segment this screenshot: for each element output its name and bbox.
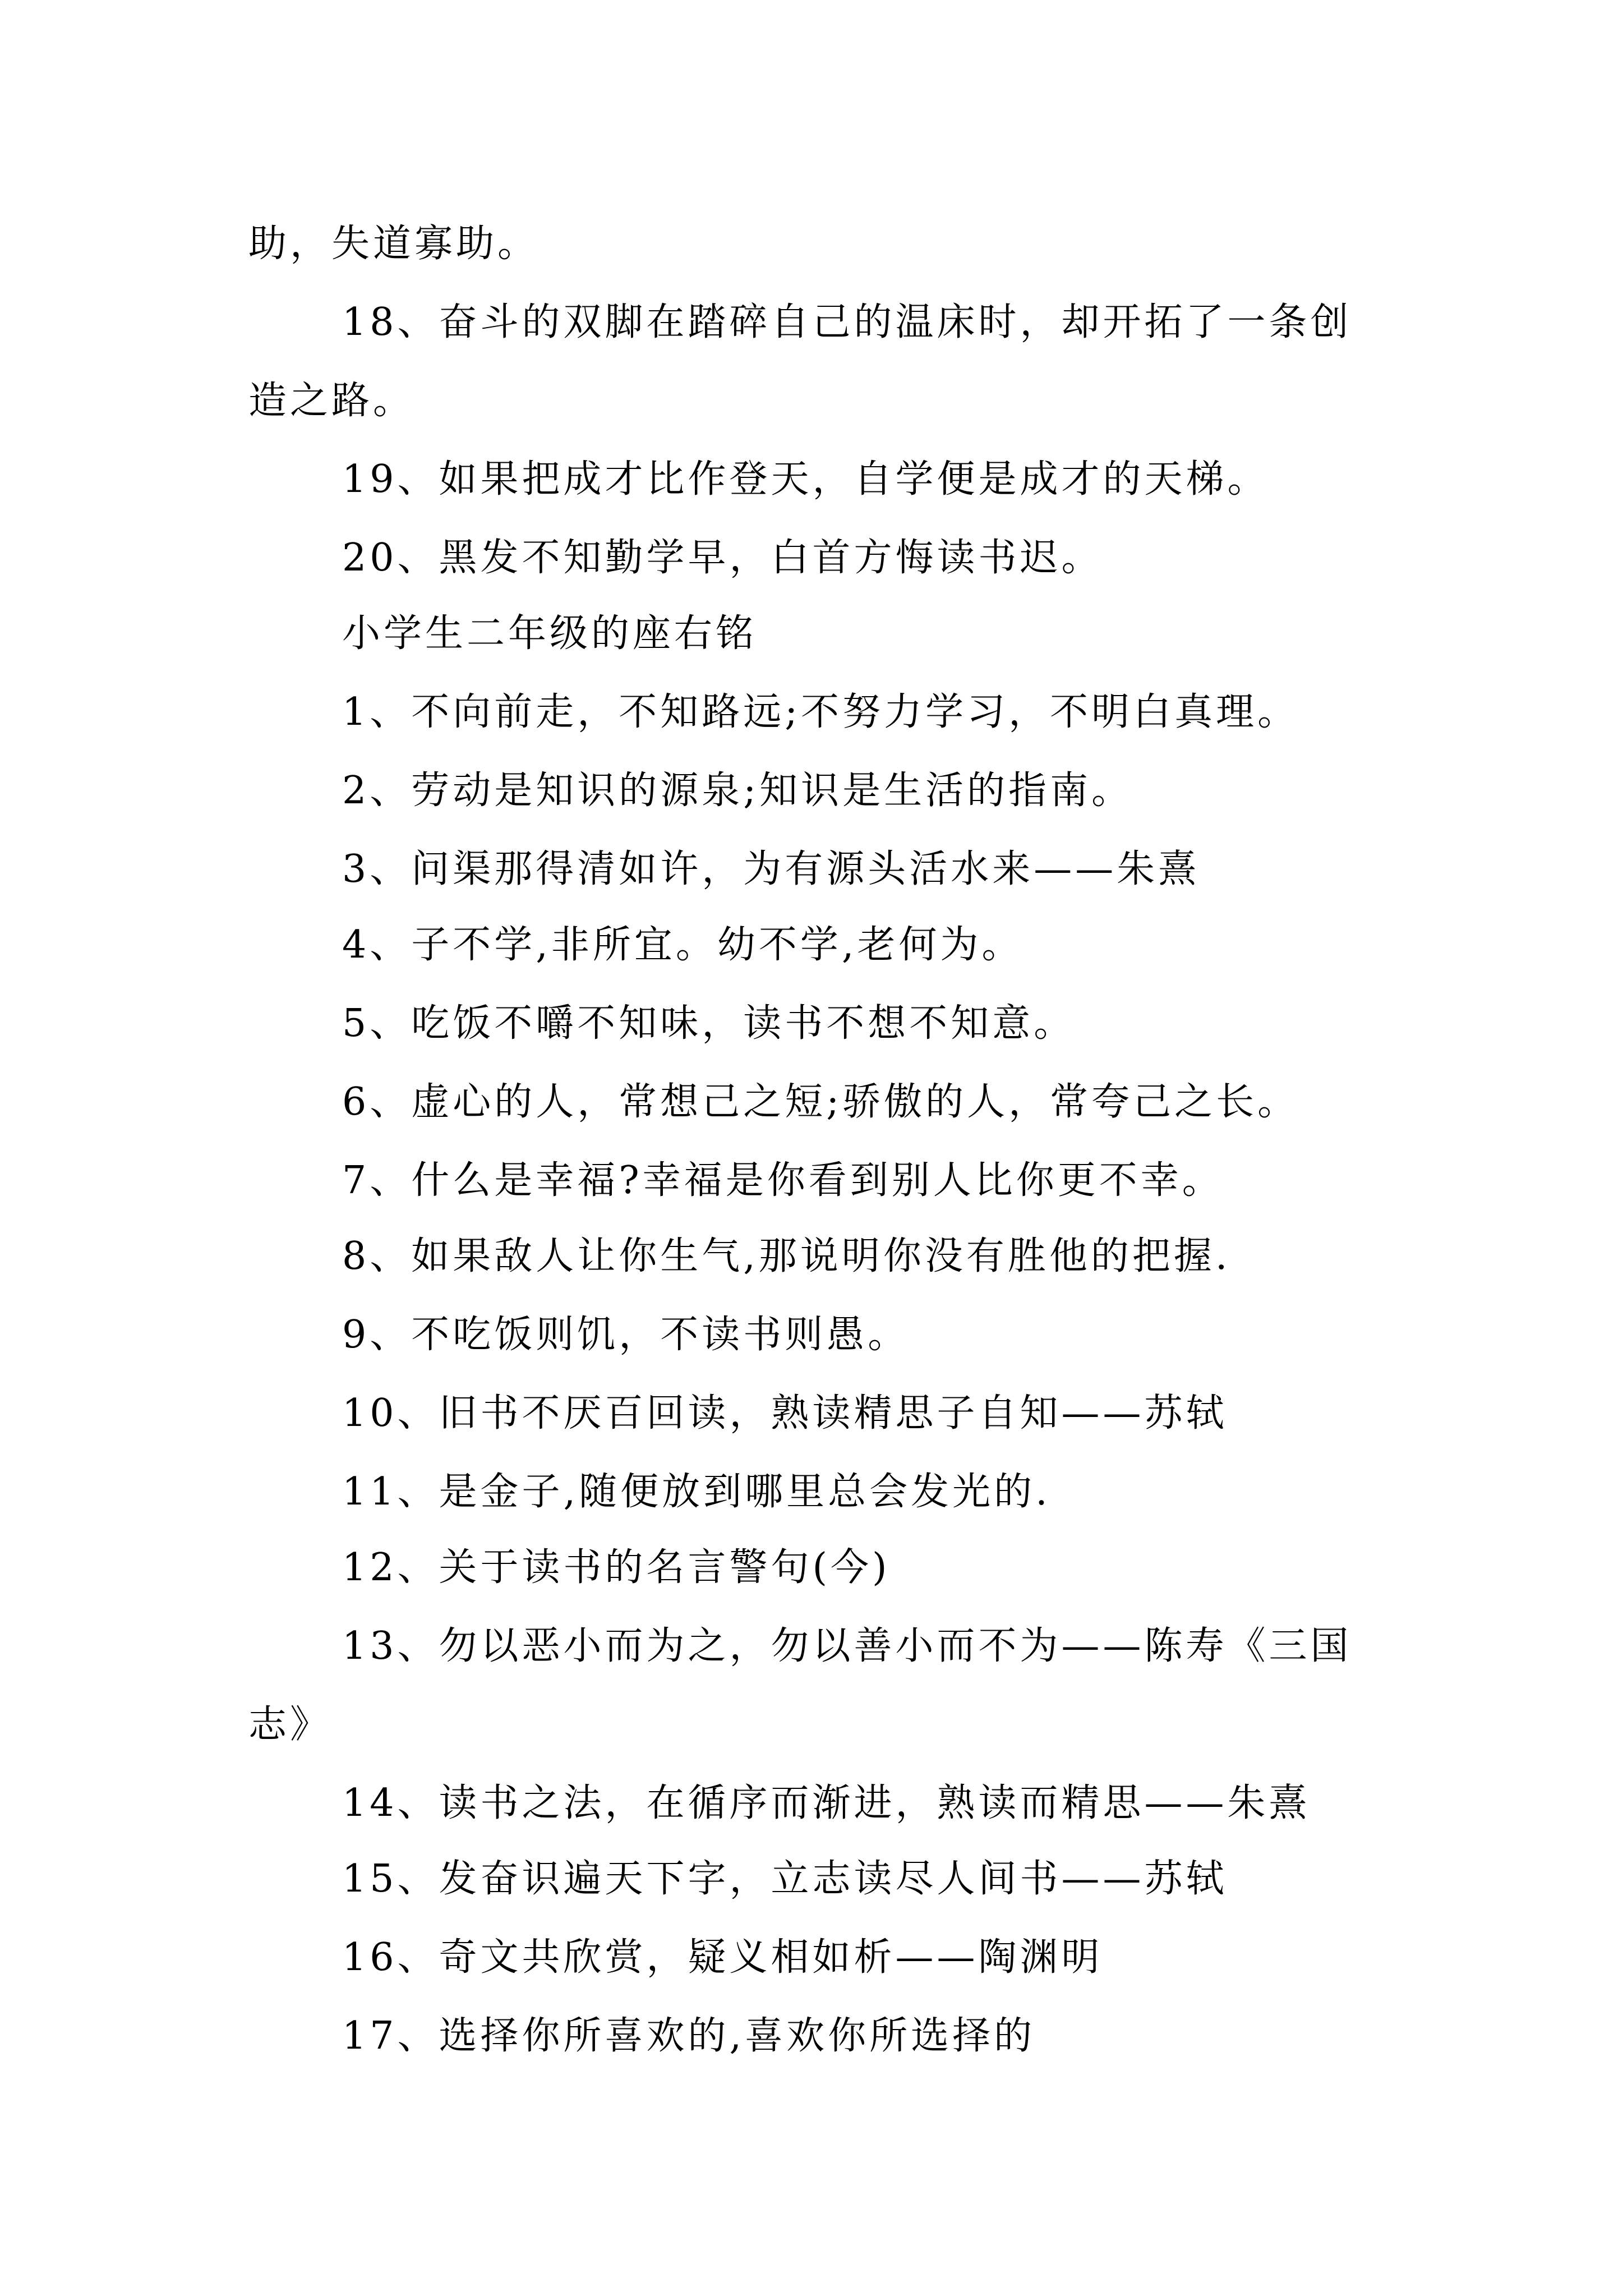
text-line: 17、选择你所喜欢的,喜欢你所选择的 [342,2014,1036,2058]
text-line: 15、发奋识遍天下字，立志读尽人间书——苏轼 [342,1857,1228,1901]
text-line: 1、不向前走，不知路远;不努力学习，不明白真理。 [342,690,1299,734]
text-line: 7、什么是幸福?幸福是你看到别人比你更不幸。 [342,1158,1224,1203]
text-line: 6、虚心的人，常想己之短;骄傲的人，常夸己之长。 [342,1080,1299,1124]
text-line: 造之路。 [248,379,415,423]
text-line: 19、如果把成才比作登天，自学便是成才的天梯。 [342,457,1269,501]
text-line: 3、问渠那得清如许，为有源头活水来——朱熹 [342,847,1200,891]
text-line: 16、奇文共欣赏，疑义相如析——陶渊明 [342,1935,1103,1980]
text-line: 12、关于读书的名言警句(今) [342,1545,891,1590]
text-line: 9、不吃饭则饥，不读书则愚。 [342,1313,910,1357]
text-line: 2、劳动是知识的源泉;知识是生活的指南。 [342,769,1133,813]
text-line: 20、黑发不知勤学早，白首方悔读书迟。 [342,536,1103,580]
text-line: 志》 [248,1703,332,1747]
text-line: 14、读书之法，在循序而渐进，熟读而精思——朱熹 [342,1781,1311,1825]
text-line: 5、吃饭不嚼不知味，读书不想不知意。 [342,1001,1076,1046]
text-line: 10、旧书不厌百回读，熟读精思子自知——苏轼 [342,1391,1228,1435]
text-line: 8、如果敌人让你生气,那说明你没有胜他的把握. [342,1234,1231,1278]
text-line: 4、子不学,非所宜。幼不学,老何为。 [342,923,1023,967]
section-heading: 小学生二年级的座右铭 [342,611,758,656]
text-line: 18、奋斗的双脚在踏碎自己的温床时，却开拓了一条创 [342,300,1352,344]
text-line: 助，失道寡助。 [248,222,540,266]
text-line: 11、是金子,随便放到哪里总会发光的. [342,1470,1051,1514]
text-line: 13、勿以恶小而为之，勿以善小而不为——陈寿《三国 [342,1624,1352,1668]
